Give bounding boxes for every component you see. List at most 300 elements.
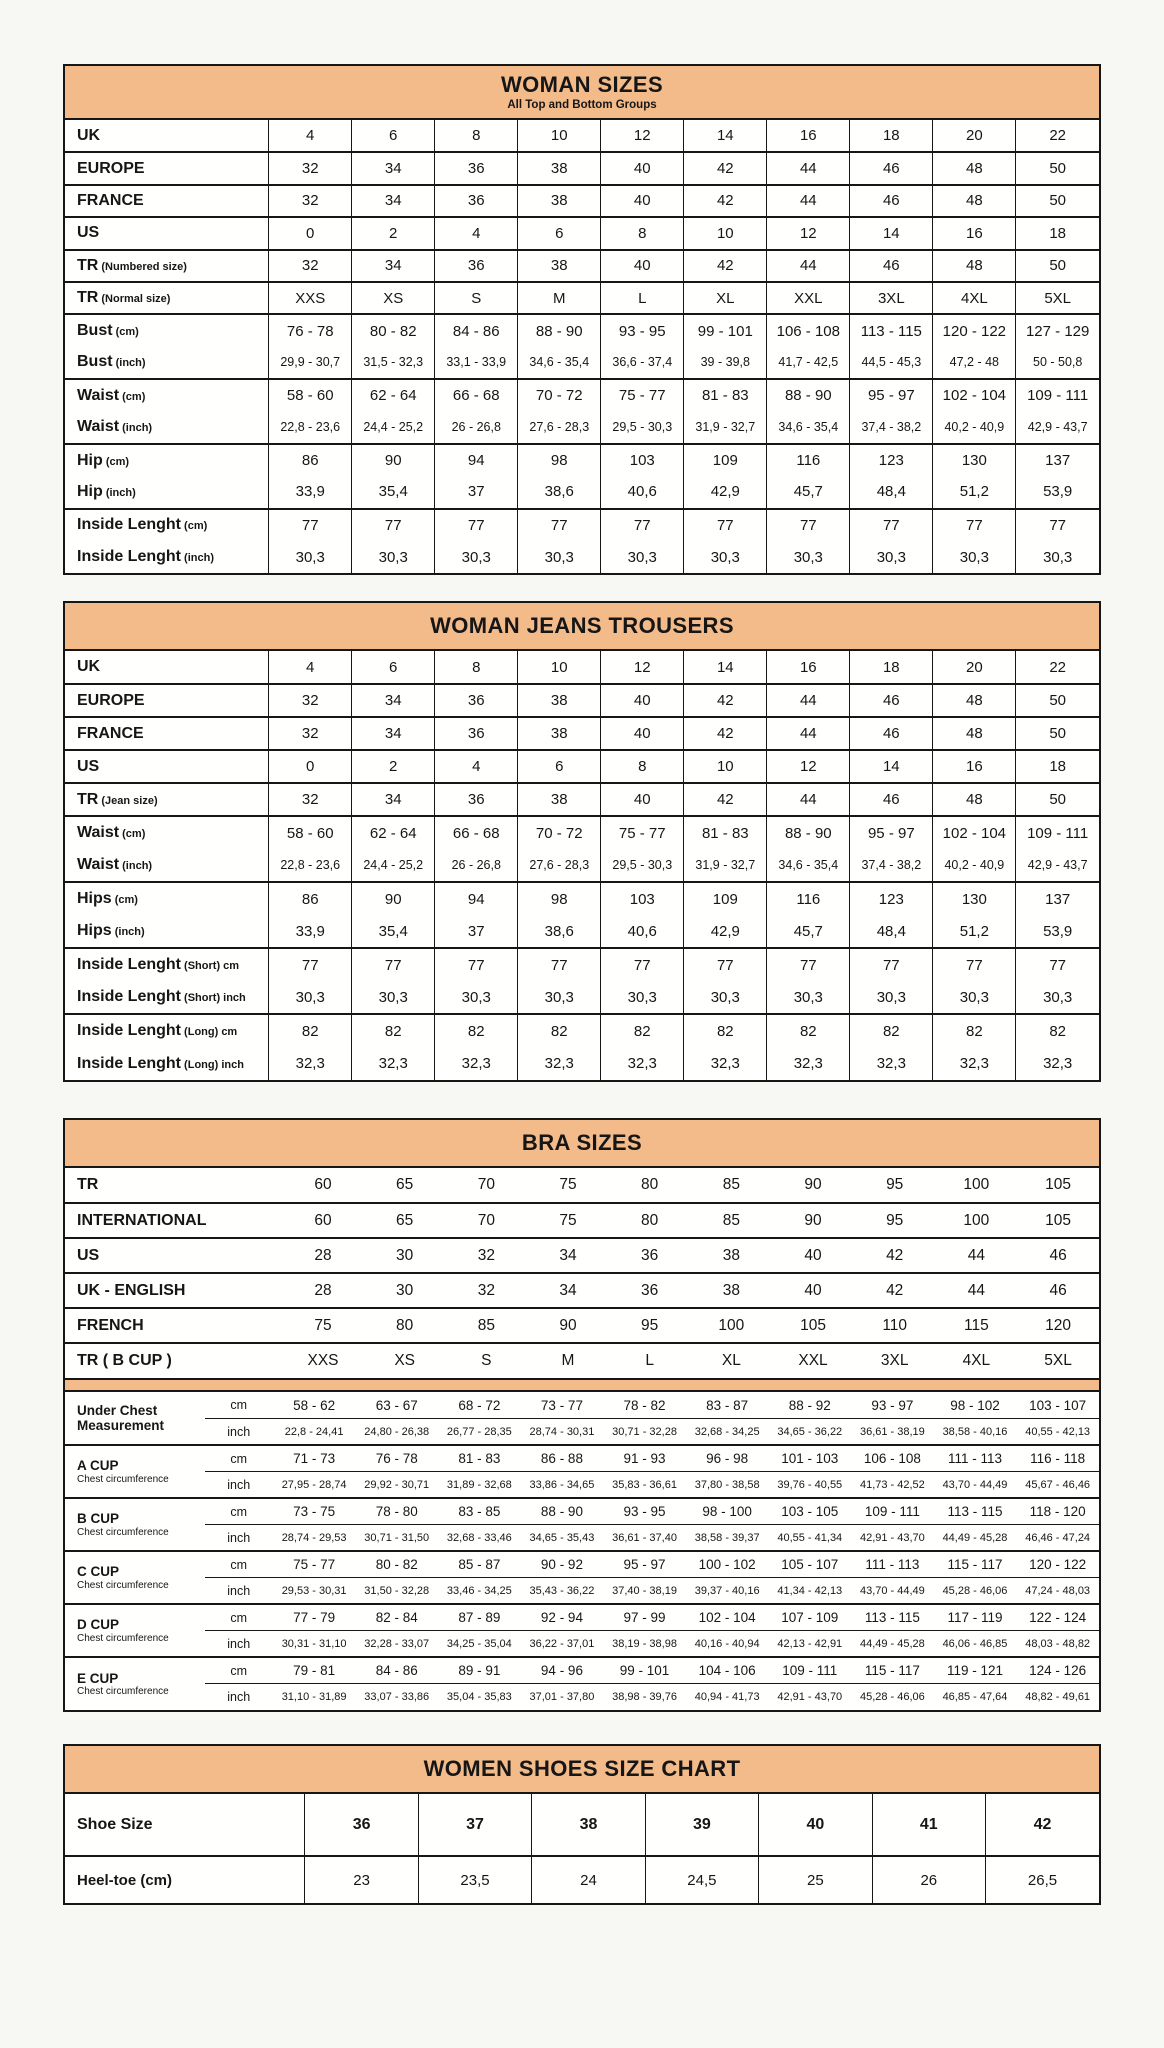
size-cell: 53,9: [1016, 476, 1099, 508]
size-cell: 36: [435, 185, 518, 217]
size-cell: 60: [314, 1176, 332, 1194]
size-cell: 36,61 - 38,19: [851, 1419, 934, 1446]
size-cell: 95: [609, 1308, 691, 1343]
size-cell: 35,04 - 35,83: [438, 1684, 521, 1711]
table-row: [65, 379, 1099, 411]
row-label: [65, 882, 269, 915]
size-cell: 20: [933, 120, 1016, 152]
size-cell: 2: [352, 217, 435, 249]
row-label: [65, 717, 269, 750]
size-cell: 91 - 93: [603, 1445, 686, 1472]
size-cell: 44,49 - 45,28: [851, 1631, 934, 1658]
size-cell: 95 - 97: [850, 816, 933, 849]
row-label-text: Hip: [77, 451, 103, 469]
size-cell: 38: [518, 783, 601, 816]
size-cell: 44,5 - 45,3: [850, 347, 933, 379]
size-cell: 90: [772, 1203, 854, 1238]
size-cell: 30,3: [435, 981, 518, 1014]
size-cell: 105 - 107: [768, 1551, 851, 1578]
size-cell: 30,3: [850, 541, 933, 573]
size-cell: 36: [435, 152, 518, 184]
size-cell: 27,6 - 28,3: [518, 849, 601, 882]
row-label: [65, 347, 269, 379]
size-cell: 115 - 117: [934, 1551, 1017, 1578]
size-cell: 85: [446, 1308, 528, 1343]
size-cell: 109 - 111: [1016, 816, 1099, 849]
size-cell: 45,28 - 46,06: [934, 1578, 1017, 1605]
size-cell: 109 - 111: [768, 1657, 851, 1684]
row-label-unit: (Normal size): [98, 293, 171, 306]
table-row: [65, 1047, 1099, 1080]
size-cell: XXS: [269, 282, 352, 314]
size-cell: XS: [352, 282, 435, 314]
row-label: [65, 217, 269, 249]
size-cell: 118 - 120: [1016, 1498, 1099, 1525]
table-row: [65, 882, 1099, 915]
size-cell: 70 - 72: [518, 816, 601, 849]
size-cell: 41,73 - 42,52: [851, 1472, 934, 1499]
size-cell: 86: [269, 444, 352, 476]
size-cell: 23,5: [418, 1856, 531, 1903]
row-label-text: Waist: [77, 856, 120, 874]
row-label: [65, 915, 269, 948]
size-cell: 24,4 - 25,2: [352, 412, 435, 444]
size-cell: 63 - 67: [375, 1397, 418, 1413]
size-cell: 12: [767, 217, 850, 249]
size-cell: 29,92 - 30,71: [355, 1472, 438, 1499]
row-label: [65, 1047, 269, 1080]
table-title: WOMEN SHOES SIZE CHART: [423, 1756, 741, 1782]
size-cell: 20: [933, 651, 1016, 684]
size-cell: 32: [269, 684, 352, 717]
size-cell: 36,6 - 37,4: [601, 347, 684, 379]
size-cell: 102 - 104: [933, 379, 1016, 411]
size-cell: 47,24 - 48,03: [1016, 1578, 1099, 1605]
unit-cell: inch: [205, 1684, 273, 1711]
size-cell: 65: [364, 1203, 446, 1238]
table-row: [65, 152, 1099, 184]
size-cell: XL: [684, 282, 767, 314]
row-label-unit: (cm): [102, 455, 130, 468]
table-title: WOMAN SIZES: [500, 72, 664, 98]
size-cell: 120 - 122: [1016, 1551, 1099, 1578]
size-cell: 80 - 82: [352, 314, 435, 346]
size-cell: 39,37 - 40,16: [686, 1578, 769, 1605]
size-cell: 30,3: [767, 541, 850, 573]
size-cell: 98 - 102: [950, 1397, 1000, 1413]
size-cell: 44: [936, 1273, 1018, 1308]
size-cell: 77: [601, 948, 684, 981]
size-cell: 100: [936, 1203, 1018, 1238]
size-cell: 30,3: [435, 541, 518, 573]
size-cell: 41: [872, 1794, 985, 1856]
size-cell: XL: [691, 1343, 773, 1378]
row-label-text: Shoe Size: [77, 1815, 153, 1833]
size-cell: 109 - 111: [1016, 379, 1099, 411]
size-cell: 16: [767, 120, 850, 152]
size-cell: 79 - 81: [273, 1657, 356, 1684]
size-grid: [65, 651, 1099, 1080]
size-cell: 42: [684, 250, 767, 282]
size-cell: 94: [435, 882, 518, 915]
size-cell: 93 - 95: [603, 1498, 686, 1525]
table-row: [65, 981, 1099, 1014]
size-cell: 38: [691, 1273, 773, 1308]
size-cell: 30: [364, 1238, 446, 1273]
size-cell: 45,28 - 46,06: [851, 1684, 934, 1711]
size-cell: 43,70 - 44,49: [851, 1578, 934, 1605]
size-cell: 115: [936, 1308, 1018, 1343]
row-label-unit: (Short) inch: [181, 992, 246, 1005]
size-cell: 82 - 84: [355, 1604, 438, 1631]
row-label-text: Inside Lenght: [77, 1054, 181, 1072]
size-cell: 24,4 - 25,2: [352, 849, 435, 882]
size-cell: 40: [601, 152, 684, 184]
row-label-text: UK - ENGLISH: [77, 1281, 186, 1299]
table-row: [65, 444, 1099, 476]
row-label-text: Bust: [77, 353, 113, 371]
size-cell: 30,3: [1016, 981, 1099, 1014]
size-cell: 48: [933, 250, 1016, 282]
size-cell: 44: [767, 250, 850, 282]
size-cell: 8: [435, 651, 518, 684]
row-label-text: Hip: [77, 482, 103, 500]
size-cell: 90: [804, 1176, 822, 1194]
size-cell: 32,68 - 33,46: [438, 1525, 521, 1552]
size-cell: 6: [352, 651, 435, 684]
size-cell: 33,07 - 33,86: [355, 1684, 438, 1711]
table-row: [65, 816, 1099, 849]
woman-jeans-trousers-table: [63, 601, 1101, 1082]
row-label-text: TR: [77, 289, 99, 307]
cup-label-text: E CUP: [77, 1670, 119, 1686]
size-cell: 18: [850, 651, 933, 684]
size-cell: 32,3: [352, 1047, 435, 1080]
size-cell: 73 - 77: [540, 1397, 583, 1413]
row-label: [65, 412, 269, 444]
size-cell: 42: [684, 152, 767, 184]
size-cell: 111 - 113: [851, 1551, 934, 1578]
row-label-text: EUROPE: [77, 159, 145, 177]
table-row: [65, 849, 1099, 882]
size-cell: 90: [352, 882, 435, 915]
row-label-text: Inside Lenght: [77, 988, 181, 1006]
size-cell: 35,4: [352, 476, 435, 508]
size-cell: 38,58 - 39,37: [686, 1525, 769, 1552]
size-cell: 113 - 115: [851, 1604, 934, 1631]
size-cell: 83 - 85: [438, 1498, 521, 1525]
unit-cell: cm: [205, 1498, 273, 1525]
table-row: [65, 1525, 1099, 1552]
size-cell: 42,9 - 43,7: [1016, 849, 1099, 882]
table-row: [65, 1684, 1099, 1711]
row-label-text: Waist: [77, 824, 120, 842]
size-cell: 30,3: [269, 541, 352, 573]
size-cell: 40,6: [601, 476, 684, 508]
size-cell: 106 - 108: [767, 314, 850, 346]
cup-label-text: Under Chest Measurement: [77, 1402, 165, 1434]
row-label-text: Bust: [77, 322, 113, 340]
size-cell: 109: [684, 444, 767, 476]
size-cell: 32: [446, 1238, 528, 1273]
size-cell: 50 - 50,8: [1016, 347, 1099, 379]
size-cell: 84 - 86: [435, 314, 518, 346]
size-cell: 81 - 83: [438, 1445, 521, 1472]
size-cell: 103 - 107: [1029, 1397, 1087, 1413]
size-cell: 33,86 - 34,65: [521, 1472, 604, 1499]
size-cell: 73 - 75: [273, 1498, 356, 1525]
size-cell: 82: [352, 1014, 435, 1047]
table-row: [65, 717, 1099, 750]
size-cell: 38: [518, 152, 601, 184]
size-cell: 105: [772, 1308, 854, 1343]
size-cell: 75: [527, 1203, 609, 1238]
table-row: [65, 1551, 1099, 1578]
size-cell: 29,53 - 30,31: [273, 1578, 356, 1605]
cup-label: [65, 1392, 205, 1445]
cup-label: [65, 1551, 205, 1604]
size-cell: 77: [269, 948, 352, 981]
size-cell: 82: [1016, 1014, 1099, 1047]
size-cell: 4: [435, 217, 518, 249]
size-cell: 50: [1016, 717, 1099, 750]
size-cell: 71 - 73: [273, 1445, 356, 1472]
size-cell: 36: [435, 783, 518, 816]
size-cell: 77: [933, 948, 1016, 981]
size-cell: 26: [872, 1856, 985, 1903]
size-cell: 80: [641, 1176, 659, 1194]
size-cell: 77: [933, 509, 1016, 541]
size-cell: 84 - 86: [355, 1657, 438, 1684]
size-cell: 107 - 109: [768, 1604, 851, 1631]
size-cell: 24,80 - 26,38: [355, 1419, 438, 1446]
size-cell: 34: [352, 185, 435, 217]
size-cell: 109: [684, 882, 767, 915]
size-cell: S: [435, 282, 518, 314]
size-cell: 50: [1016, 250, 1099, 282]
size-cell: 44: [767, 684, 850, 717]
size-cell: 32: [269, 717, 352, 750]
size-cell: 34,6 - 35,4: [767, 849, 850, 882]
size-cell: 42: [986, 1794, 1100, 1856]
size-cell: 42,9: [684, 476, 767, 508]
table-row: [65, 1392, 1099, 1419]
size-cell: 10: [518, 651, 601, 684]
size-cell: 32,3: [933, 1047, 1016, 1080]
size-cell: 40,2 - 40,9: [933, 412, 1016, 444]
size-cell: 42,13 - 42,91: [768, 1631, 851, 1658]
size-cell: 22,8 - 23,6: [269, 849, 352, 882]
row-label-text: FRANCE: [77, 724, 144, 742]
size-cell: 97 - 99: [603, 1604, 686, 1631]
row-label-unit: (cm): [181, 520, 208, 533]
row-label-text: US: [77, 1246, 100, 1264]
size-cell: 109 - 111: [851, 1498, 934, 1525]
table-row: [65, 915, 1099, 948]
size-cell: 48,4: [850, 915, 933, 948]
size-cell: 46,85 - 47,64: [934, 1684, 1017, 1711]
table-row: [65, 1472, 1099, 1499]
table-row: [65, 750, 1099, 783]
table-body: [63, 1794, 1101, 1905]
row-label: [65, 1168, 282, 1203]
size-cell: 77: [435, 509, 518, 541]
size-cell: 88 - 90: [521, 1498, 604, 1525]
size-cell: 30,3: [518, 541, 601, 573]
row-label-text: TR ( B CUP ): [77, 1352, 172, 1370]
size-cell: 46: [850, 250, 933, 282]
size-cell: 45,7: [767, 915, 850, 948]
size-cell: 32,3: [684, 1047, 767, 1080]
table-row: [65, 1631, 1099, 1658]
size-cell: 116: [767, 882, 850, 915]
size-cell: 46: [1017, 1238, 1099, 1273]
size-cell: 82: [850, 1014, 933, 1047]
size-cell: 75 - 77: [273, 1551, 356, 1578]
size-cell: 2: [352, 750, 435, 783]
size-cell: 82: [767, 1014, 850, 1047]
size-cell: 46,06 - 46,85: [934, 1631, 1017, 1658]
row-label: [65, 541, 269, 573]
size-cell: 48,82 - 49,61: [1016, 1684, 1099, 1711]
row-label-unit: (cm): [119, 828, 146, 841]
size-cell: 38,98 - 39,76: [603, 1684, 686, 1711]
size-cell: 42,9: [684, 915, 767, 948]
table-row: [65, 783, 1099, 816]
size-cell: 37,80 - 38,58: [686, 1472, 769, 1499]
size-cell: 30,3: [269, 981, 352, 1014]
size-cell: 5XL: [1017, 1343, 1099, 1378]
unit-cell: cm: [205, 1604, 273, 1631]
unit-cell: inch: [205, 1525, 273, 1552]
size-cell: XXS: [282, 1343, 364, 1378]
row-label-text: Waist: [77, 386, 120, 404]
table-row: [65, 1168, 1099, 1203]
size-cell: 75: [282, 1308, 364, 1343]
size-cell: 77: [684, 509, 767, 541]
table-row: [65, 314, 1099, 346]
table-row: [65, 185, 1099, 217]
size-cell: 103 - 105: [768, 1498, 851, 1525]
size-cell: 35,83 - 36,61: [603, 1472, 686, 1499]
size-cell: 94: [435, 444, 518, 476]
row-label-text: Inside Lenght: [77, 956, 181, 974]
size-cell: 38: [518, 684, 601, 717]
table-row: [65, 1014, 1099, 1047]
row-label: [65, 1203, 282, 1238]
size-cell: 100 - 102: [686, 1551, 769, 1578]
size-cell: 101 - 103: [768, 1445, 851, 1472]
size-cell: 62 - 64: [352, 379, 435, 411]
row-label: [65, 948, 269, 981]
size-cell: 31,89 - 32,68: [438, 1472, 521, 1499]
size-cell: 8: [601, 217, 684, 249]
size-cell: 35,4: [352, 915, 435, 948]
row-label-text: Inside Lenght: [77, 1022, 181, 1040]
size-cell: 95 - 97: [603, 1551, 686, 1578]
size-cell: 85: [691, 1203, 773, 1238]
row-label-unit: (cm): [112, 326, 139, 339]
row-label-unit: (inch): [119, 422, 153, 435]
size-cell: 34: [352, 152, 435, 184]
size-cell: 42,91 - 43,70: [851, 1525, 934, 1552]
size-cell: 45,67 - 46,46: [1016, 1472, 1099, 1499]
table-row: [65, 1657, 1099, 1684]
size-cell: 40: [601, 185, 684, 217]
size-cell: 8: [435, 120, 518, 152]
size-cell: 82: [435, 1014, 518, 1047]
size-cell: 85 - 87: [438, 1551, 521, 1578]
row-label-text: TR: [77, 256, 99, 274]
size-cell: 44,49 - 45,28: [934, 1525, 1017, 1552]
size-cell: XXL: [772, 1343, 854, 1378]
size-cell: 10: [518, 120, 601, 152]
size-cell: 102 - 104: [933, 816, 1016, 849]
size-cell: 70: [477, 1176, 495, 1194]
size-cell: 80: [609, 1203, 691, 1238]
table-header: [63, 64, 1101, 120]
size-cell: 92 - 94: [521, 1604, 604, 1631]
size-cell: 34: [352, 783, 435, 816]
size-cell: 44: [767, 152, 850, 184]
size-cell: XS: [364, 1343, 446, 1378]
size-cell: 16: [767, 651, 850, 684]
size-cell: 77: [767, 948, 850, 981]
size-cell: 18: [850, 120, 933, 152]
size-cell: 30,3: [518, 981, 601, 1014]
size-cell: 32: [446, 1273, 528, 1308]
row-label-text: Waist: [77, 418, 120, 436]
table-row: [65, 1273, 1099, 1308]
size-cell: 77: [435, 948, 518, 981]
row-label: [65, 444, 269, 476]
row-label: [65, 1238, 282, 1273]
size-cell: 32: [269, 783, 352, 816]
cup-label-text: B CUP: [77, 1511, 120, 1527]
row-label-unit: (cm): [111, 894, 138, 907]
size-cell: 105: [1045, 1176, 1072, 1194]
size-cell: 98: [518, 444, 601, 476]
size-cell: 77: [1016, 509, 1099, 541]
size-cell: 36: [435, 250, 518, 282]
table-row: [65, 1498, 1099, 1525]
size-cell: 105: [1017, 1203, 1099, 1238]
size-cell: 68 - 72: [458, 1397, 501, 1413]
size-cell: 88 - 90: [518, 314, 601, 346]
cup-label-sub: Chest circumference: [77, 1579, 169, 1591]
unit-cell: cm: [205, 1657, 273, 1684]
table-row: [65, 1203, 1099, 1238]
row-label: [65, 314, 269, 346]
size-cell: 37,40 - 38,19: [603, 1578, 686, 1605]
size-cell: 14: [850, 750, 933, 783]
size-cell: 81 - 83: [684, 379, 767, 411]
separator-band: [65, 1378, 1099, 1392]
size-cell: 40,6: [601, 915, 684, 948]
cup-label-sub: Chest circumference: [77, 1473, 169, 1485]
size-cell: 43,70 - 44,49: [934, 1472, 1017, 1499]
table-row: [65, 948, 1099, 981]
size-cell: 6: [518, 750, 601, 783]
size-cell: 137: [1016, 882, 1099, 915]
size-cell: 103: [601, 444, 684, 476]
size-cell: 30: [364, 1273, 446, 1308]
size-cell: 48,03 - 48,82: [1016, 1631, 1099, 1658]
size-cell: 14: [684, 120, 767, 152]
size-cell: 40,94 - 41,73: [686, 1684, 769, 1711]
table-row: [65, 1419, 1099, 1446]
row-label: [65, 1856, 305, 1903]
